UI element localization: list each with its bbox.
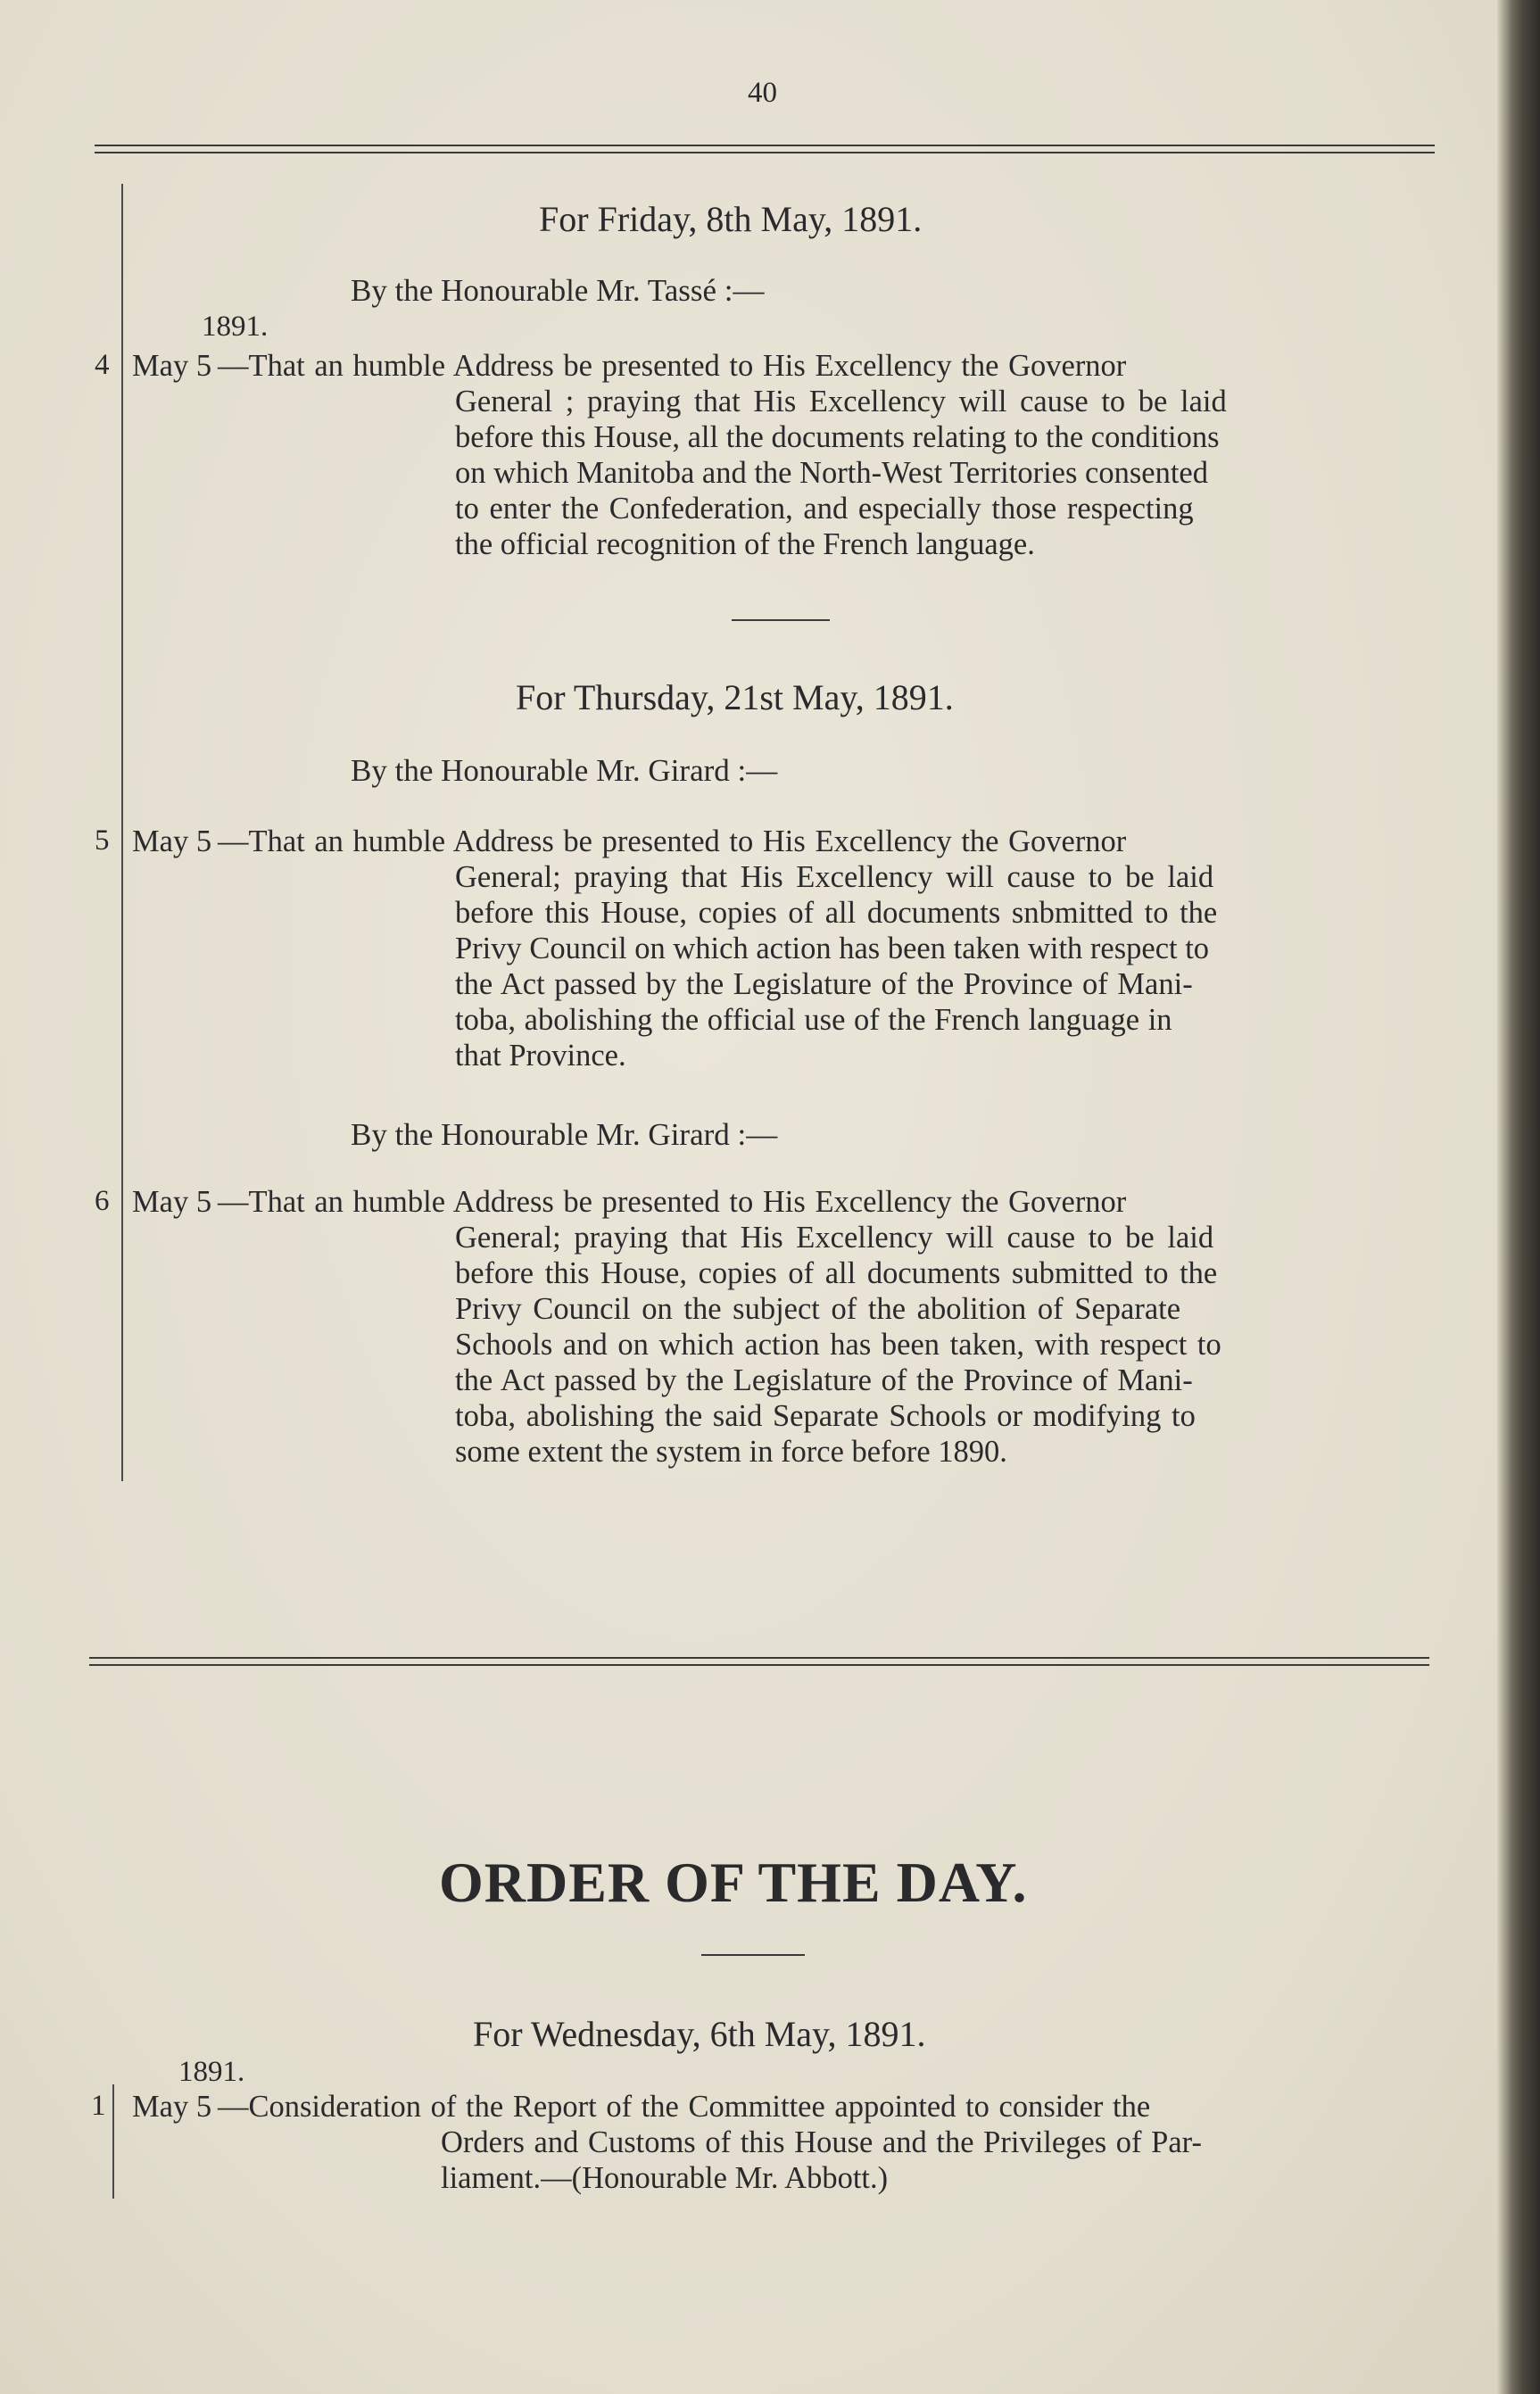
mover-line: By the Honourable Mr. Tassé :—: [351, 273, 765, 308]
motion-text-line: Privy Council on the subject of the abolition of Separate: [455, 1292, 1181, 1326]
motion-text-line: —That an humble Address be presented to His Excellency the Governor: [218, 1185, 1127, 1219]
motion-text-line: that Province.: [455, 1039, 626, 1073]
section-separator: [732, 619, 830, 621]
motion-date: May 5: [132, 824, 212, 858]
motion-text-line: liament.—(Honourable Mr. Abbott.): [441, 2161, 889, 2195]
motion-text-line: General; praying that His Excellency will cause to be laid: [455, 860, 1214, 894]
bottom-rule-upper: [89, 1657, 1429, 1659]
year-label: 1891.: [178, 2056, 245, 2088]
title-separator: [701, 1954, 805, 1956]
year-label: 1891.: [202, 311, 269, 343]
motion-number: 1: [91, 2090, 106, 2122]
motion-text-line: toba, abolishing the said Separate Schools or modifying to: [455, 1399, 1196, 1433]
section-heading-wednesday: For Wednesday, 6th May, 1891.: [473, 2014, 926, 2054]
motion-text-line: General ; praying that His Excellency will cause to be laid: [455, 385, 1227, 418]
motion-text-line: —That an humble Address be presented to His Excellency the Governor: [218, 349, 1127, 383]
motion-text-line: —Consideration of the Report of the Committee appointed to consider the: [218, 2090, 1151, 2124]
margin-line: [112, 2084, 114, 2199]
motion-text-line: —That an humble Address be presented to His Excellency the Governor: [218, 824, 1127, 858]
motion-text-line: before this House, copies of all documents submitted to the: [455, 1256, 1218, 1290]
motion-number: 5: [95, 824, 110, 857]
motion-date: May 5: [132, 349, 212, 383]
bottom-rule-lower: [89, 1664, 1429, 1666]
book-binding-edge: [1497, 0, 1540, 2394]
margin-line: [121, 184, 123, 1481]
motion-text-line: to enter the Confederation, and especially those respecting: [455, 492, 1194, 526]
section-heading-friday: For Friday, 8th May, 1891.: [539, 199, 923, 239]
motion-text-line: some extent the system in force before 1890.: [455, 1435, 1007, 1469]
page-number: 40: [748, 77, 777, 109]
motion-text-line: the Act passed by the Legislature of the Province of Mani-: [455, 1363, 1193, 1397]
motion-date: May 5: [132, 2090, 212, 2124]
motion-text-line: toba, abolishing the official use of the French language in: [455, 1003, 1172, 1037]
motion-text-line: on which Manitoba and the North-West Territories consented: [455, 456, 1208, 490]
motion-text-line: General; praying that His Excellency will cause to be laid: [455, 1221, 1214, 1255]
mover-line: By the Honourable Mr. Girard :—: [351, 1117, 778, 1152]
section-heading-thursday: For Thursday, 21st May, 1891.: [516, 677, 954, 717]
motion-text-line: before this House, copies of all documents snbmitted to the: [455, 896, 1218, 930]
motion-number: 4: [95, 349, 110, 381]
motion-text-line: Schools and on which action has been taken, with respect to: [455, 1328, 1221, 1362]
motion-text-line: Orders and Customs of this House and the Privileges of Par-: [441, 2125, 1202, 2159]
motion-text-line: the official recognition of the French language.: [455, 527, 1035, 561]
motion-text-line: before this House, all the documents relating to the conditions: [455, 420, 1220, 454]
motion-text-line: Privy Council on which action has been taken with respect to: [455, 932, 1210, 965]
mover-line: By the Honourable Mr. Girard :—: [351, 753, 778, 788]
motion-text-line: the Act passed by the Legislature of the Province of Mani-: [455, 967, 1193, 1001]
top-rule-upper: [95, 145, 1435, 146]
order-of-the-day-title: ORDER OF THE DAY.: [439, 1851, 1028, 1914]
motion-date: May 5: [132, 1185, 212, 1219]
motion-number: 6: [95, 1185, 110, 1217]
top-rule-lower: [95, 152, 1435, 153]
